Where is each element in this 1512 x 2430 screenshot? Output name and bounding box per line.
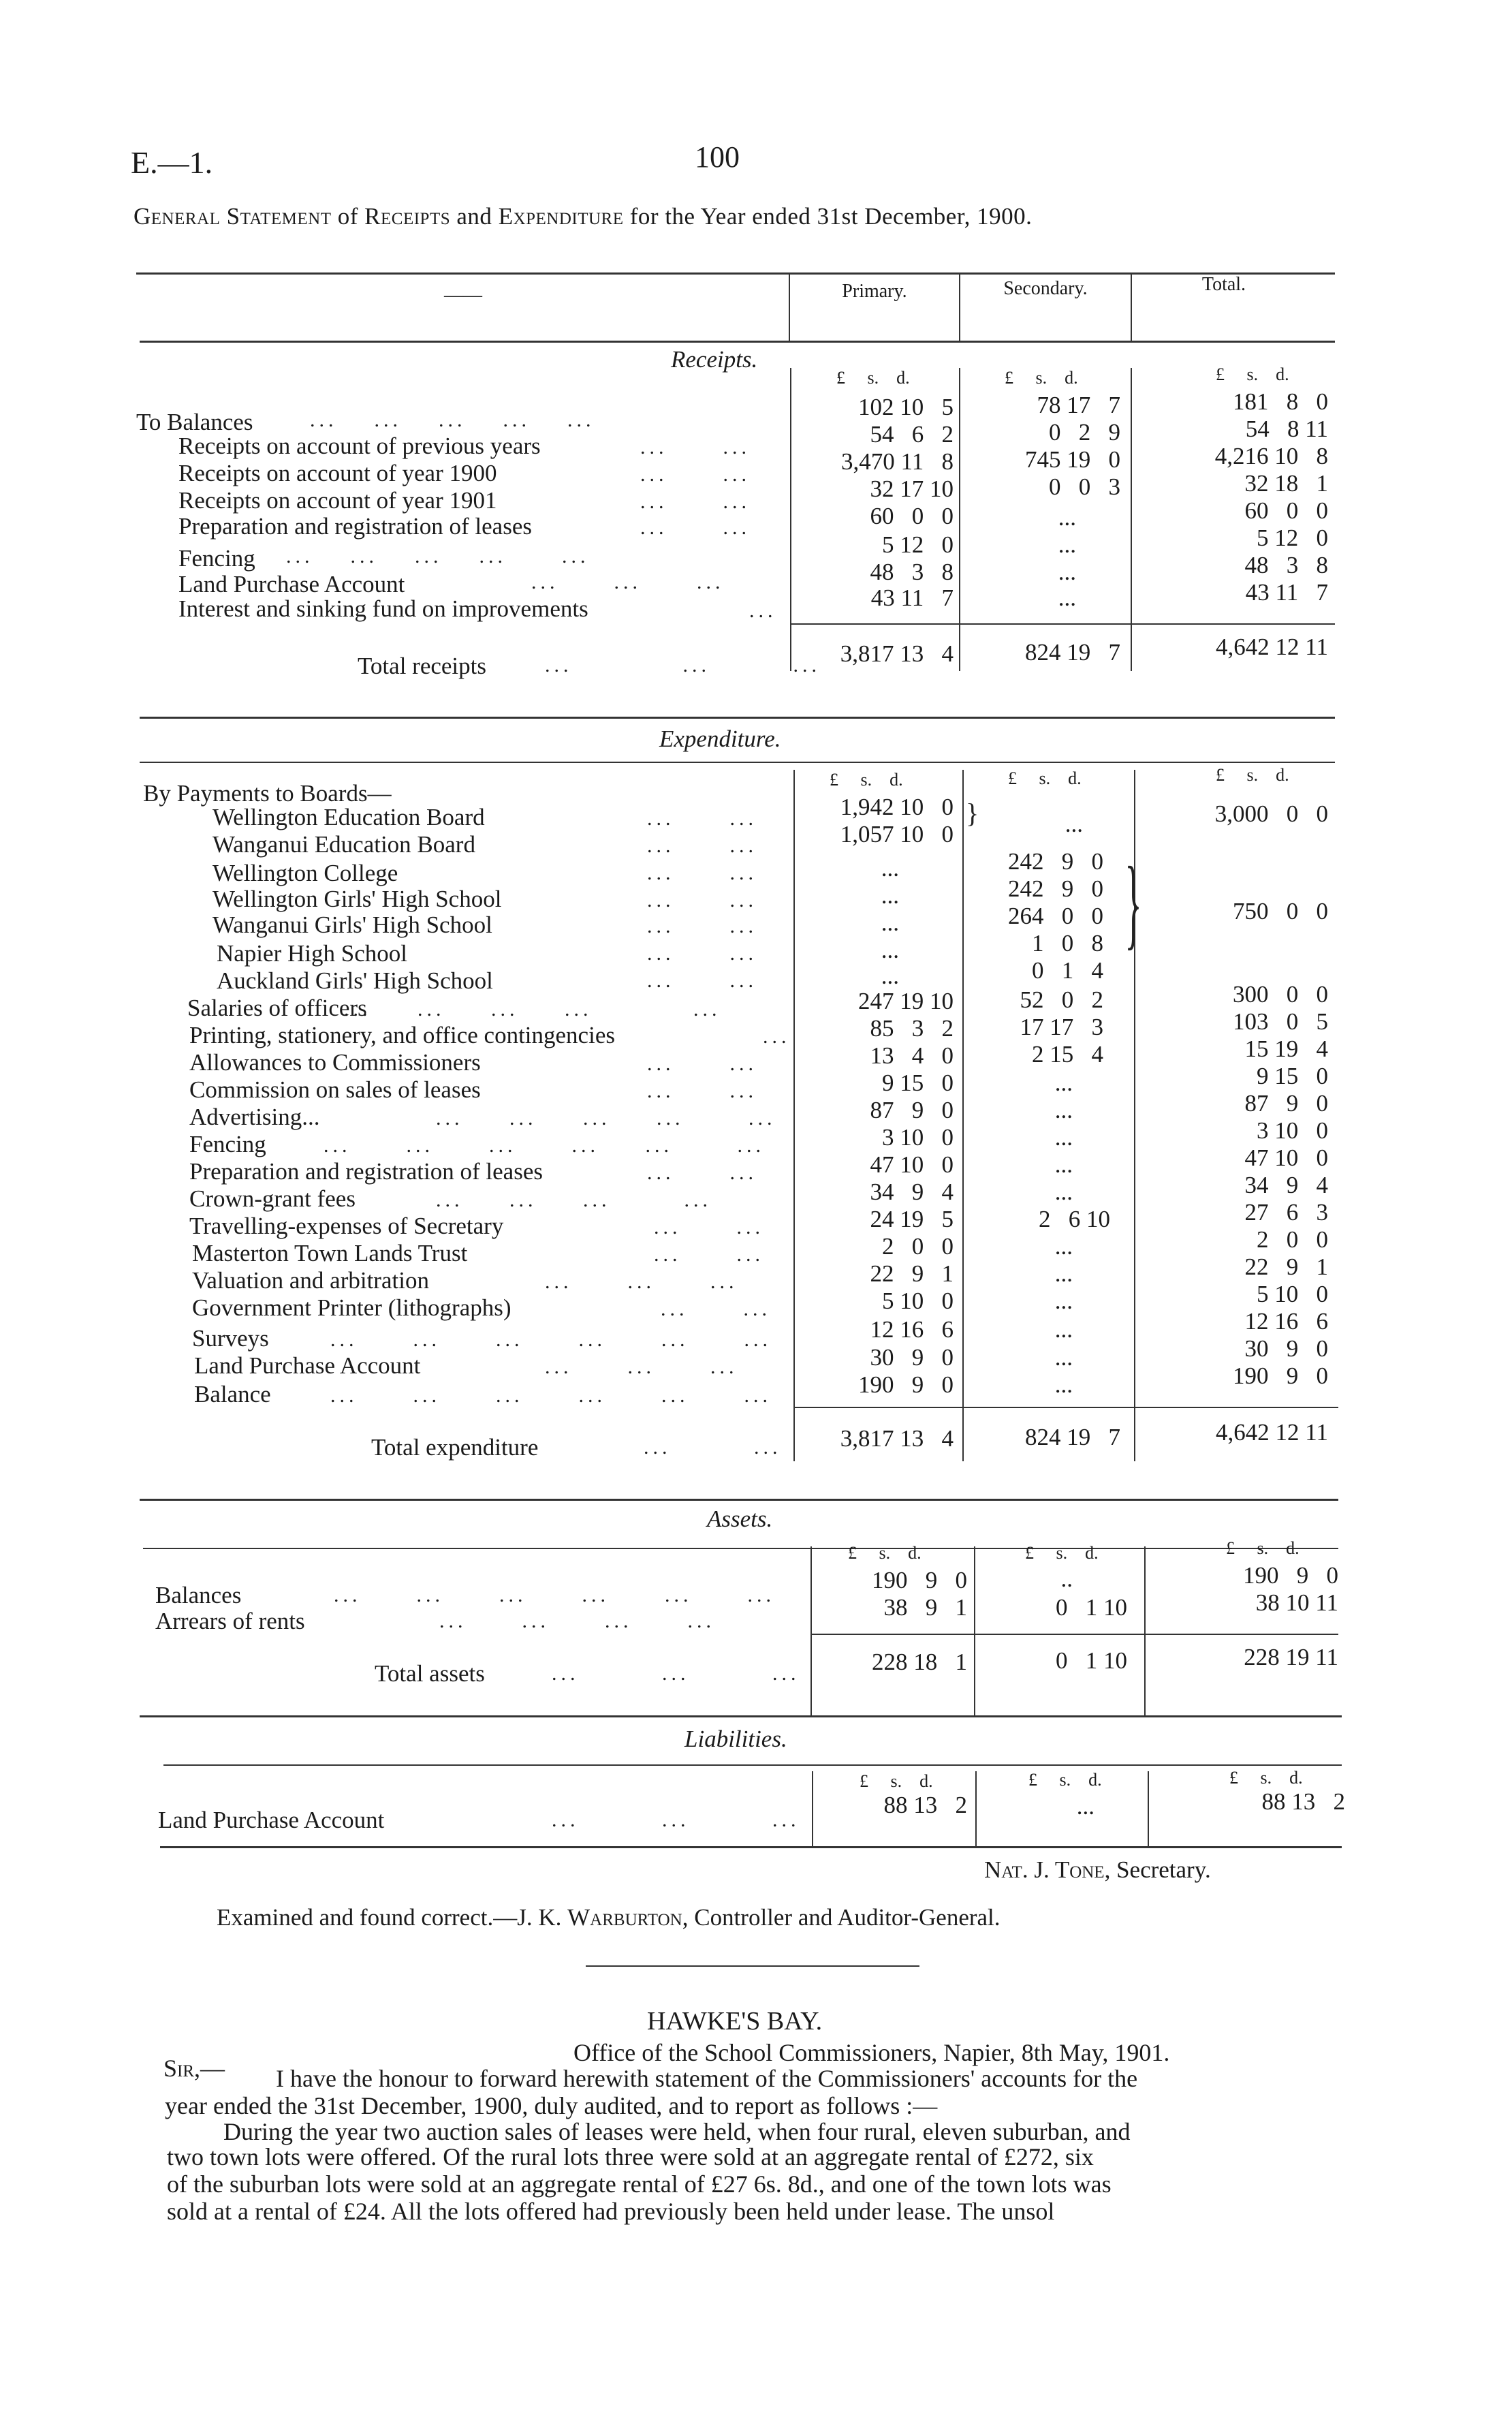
receipt-total: 4,216 10 8 xyxy=(1214,443,1328,469)
letter-line: sold at a rental of £24. All the lots offered had previously been held under lease. The unsol xyxy=(167,2198,1055,2225)
expenditure-primary: 24 19 5 xyxy=(870,1206,954,1232)
expenditure-total: 47 10 0 xyxy=(1244,1144,1328,1171)
leader-dots: ... ... xyxy=(640,463,751,486)
board-row-label: Napier High School xyxy=(217,940,407,967)
board-primary: ... xyxy=(881,882,899,909)
statement-title xyxy=(133,203,1032,230)
receipt-row-label: Fencing xyxy=(178,545,255,572)
expenditure-secondary: ... xyxy=(1054,1344,1073,1371)
board-row-label: Wanganui Girls' High School xyxy=(212,912,492,938)
column-divider xyxy=(1131,368,1132,671)
leader-dots: ... xyxy=(749,599,777,622)
expenditure-total: 190 9 0 xyxy=(1233,1362,1328,1389)
expenditure-row-label: Advertising... xyxy=(189,1104,320,1130)
expenditure-primary: 9 15 0 xyxy=(882,1070,954,1096)
expenditure-total-secondary: 824 19 7 xyxy=(1025,1424,1120,1450)
receipt-total: 181 8 0 xyxy=(1233,388,1328,415)
expenditure-primary: 247 19 10 xyxy=(858,988,954,1014)
header-primary: Primary. xyxy=(842,281,907,302)
receipt-row-label: Preparation and registration of leases xyxy=(178,513,532,540)
receipt-primary: 43 11 7 xyxy=(870,585,954,611)
brace-right: } xyxy=(1124,846,1142,959)
liabilities-bottom-rule xyxy=(160,1846,1342,1848)
liability-secondary: ... xyxy=(1076,1793,1094,1820)
board-secondary: 242 9 0 xyxy=(1008,848,1103,875)
receipt-row-label: Receipts on account of year 1901 xyxy=(178,487,497,514)
letter-heading: HAWKE'S BAY. xyxy=(647,2007,823,2036)
receipt-row-label: Receipts on account of year 1900 xyxy=(178,460,497,486)
receipt-primary: 102 10 5 xyxy=(858,394,954,420)
lsd-header: £ s. d. xyxy=(1005,368,1078,388)
board-secondary: 242 9 0 xyxy=(1008,875,1103,902)
board-row-label: Wellington College xyxy=(212,860,398,886)
leader-dots: ... ... ... ... ... ... xyxy=(330,1328,772,1351)
receipt-total: 32 18 1 xyxy=(1244,470,1328,497)
header-secondary: Secondary. xyxy=(1003,278,1088,299)
leader-dots: ... ... xyxy=(647,1053,757,1075)
asset-primary: 38 9 1 xyxy=(883,1594,967,1621)
receipt-primary: 3,470 11 8 xyxy=(841,448,954,475)
title-word-expenditure: Expenditure xyxy=(498,203,624,230)
assets-total-primary: 228 18 1 xyxy=(872,1649,967,1675)
liability-primary: 88 13 2 xyxy=(883,1792,967,1818)
liabilities-header-rule xyxy=(163,1764,1342,1766)
receipt-secondary: 0 0 3 xyxy=(1049,473,1120,500)
assets-heading: Assets. xyxy=(707,1506,773,1532)
expenditure-total: 103 0 5 xyxy=(1233,1008,1328,1035)
expenditure-total: 9 15 0 xyxy=(1257,1063,1328,1089)
title-word-of: of xyxy=(337,203,358,230)
title-word-and: and xyxy=(456,203,492,230)
leader-dots: ... ... ... ... ... ... xyxy=(324,1134,765,1157)
title-word-statement: Statement xyxy=(226,203,332,230)
expenditure-total: 5 10 0 xyxy=(1257,1281,1328,1307)
expenditure-secondary: 2 15 4 xyxy=(1032,1041,1103,1068)
expenditure-bottom-rule xyxy=(140,1499,1338,1501)
board-secondary: 0 1 4 xyxy=(1032,957,1103,984)
letter-line: year ended the 31st December, 1900, duly audited, and to report as follows :— xyxy=(165,2092,938,2119)
expenditure-secondary: ... xyxy=(1054,1070,1073,1096)
receipt-primary: 48 3 8 xyxy=(870,559,954,585)
auditor-name: Warburton xyxy=(567,1904,682,1931)
boards-secondary-dots: ... xyxy=(1065,811,1083,837)
receipts-total-primary: 3,817 13 4 xyxy=(840,640,954,667)
expenditure-total: 30 9 0 xyxy=(1244,1335,1328,1362)
expenditure-total: 22 9 1 xyxy=(1244,1253,1328,1280)
leader-dots: ... ... xyxy=(644,1436,782,1459)
expenditure-total-primary: 3,817 13 4 xyxy=(840,1425,954,1452)
lsd-header: £ s. d. xyxy=(1008,768,1082,788)
board-primary: ... xyxy=(881,963,899,989)
leader-dots: ... ... ... xyxy=(545,1356,738,1378)
asset-total: 190 9 0 xyxy=(1243,1562,1338,1589)
letter-salutation: Sir,— xyxy=(163,2055,225,2082)
column-divider xyxy=(1144,1546,1146,1717)
receipt-row-label: To Balances xyxy=(136,409,253,435)
boards-total-secondary: 750 0 0 xyxy=(1233,898,1328,924)
receipt-total: 48 3 8 xyxy=(1244,552,1328,578)
receipt-secondary: ... xyxy=(1058,585,1076,611)
liability-total: 88 13 2 xyxy=(1261,1788,1345,1815)
leader-dots: ... ... xyxy=(647,862,757,884)
expenditure-secondary: 2 6 10 xyxy=(1039,1206,1110,1232)
receipts-heading: Receipts. xyxy=(671,346,758,373)
lsd-header: £ s. d. xyxy=(848,1543,922,1563)
asset-secondary: .. xyxy=(1060,1566,1073,1592)
lsd-header: £ s. d. xyxy=(1226,1538,1300,1558)
receipt-secondary: 78 17 7 xyxy=(1037,392,1120,418)
board-row-label: Auckland Girls' High School xyxy=(217,967,493,994)
receipts-total-total: 4,642 12 11 xyxy=(1216,634,1328,660)
leader-dots: ... ... xyxy=(647,1080,757,1102)
expenditure-total: 34 9 4 xyxy=(1244,1172,1328,1198)
leader-dots: ... ... ... ... ... xyxy=(436,1107,776,1130)
auditor-statement-text: Examined and found correct.—J. K. xyxy=(217,1904,568,1931)
expenditure-row-label: Government Printer (lithographs) xyxy=(192,1294,511,1321)
leader-dots: ... ... ... ... ... xyxy=(286,545,590,567)
receipt-row-label: Land Purchase Account xyxy=(178,571,405,597)
expenditure-row-label: Fencing xyxy=(189,1131,266,1157)
asset-primary: 190 9 0 xyxy=(872,1567,967,1593)
expenditure-secondary: ... xyxy=(1054,1124,1073,1151)
expenditure-primary: 22 9 1 xyxy=(870,1260,954,1287)
leader-dots: ... ... ... ... xyxy=(436,1189,712,1211)
leader-dots: ... ... ... ... ... xyxy=(344,998,721,1021)
expenditure-header-rule xyxy=(140,762,1335,763)
receipt-total: 60 0 0 xyxy=(1244,497,1328,524)
leader-dots: ... xyxy=(763,1025,791,1048)
receipt-secondary: ... xyxy=(1058,531,1076,558)
asset-row-label: Arrears of rents xyxy=(155,1608,305,1634)
secretary-signature xyxy=(984,1856,1211,1884)
expenditure-secondary: ... xyxy=(1054,1288,1073,1314)
leader-dots: ... ... ... xyxy=(545,654,821,676)
lsd-header: £ s. d. xyxy=(860,1771,933,1791)
expenditure-secondary: ... xyxy=(1054,1316,1073,1343)
expenditure-row-label: Balance xyxy=(194,1381,271,1407)
expenditure-secondary: ... xyxy=(1054,1179,1073,1205)
letter-line: I have the honour to forward herewith statement of the Commissioners' accounts for the xyxy=(276,2065,1138,2092)
receipt-primary: 54 6 2 xyxy=(870,421,954,448)
expenditure-heading: Expenditure. xyxy=(659,726,781,752)
leader-dots: ... ... xyxy=(640,436,751,458)
letter-line: of the suburban lots were sold at an aggregate rental of £27 6s. 8d., and one of the town lots was xyxy=(167,2170,1112,2198)
board-primary: 1,057 10 0 xyxy=(840,821,954,847)
leader-dots: ... ... xyxy=(640,490,751,513)
assets-header-rule xyxy=(143,1548,1338,1549)
expenditure-primary: 190 9 0 xyxy=(858,1371,954,1398)
boards-total-primary: 3,000 0 0 xyxy=(1214,800,1328,827)
receipt-total: 5 12 0 xyxy=(1257,525,1328,551)
lsd-header: £ s. d. xyxy=(1216,765,1289,785)
receipt-secondary: 0 2 9 xyxy=(1049,419,1120,446)
expenditure-primary: 5 10 0 xyxy=(882,1288,954,1314)
title-word-receipts: Receipts xyxy=(364,203,451,230)
expenditure-secondary: ... xyxy=(1054,1233,1073,1260)
lsd-header: £ s. d. xyxy=(1216,364,1289,384)
letter-line: two town lots were offered. Of the rural lots three were sold at an aggregate rental of £272, six xyxy=(167,2143,1094,2170)
auditor-statement xyxy=(217,1904,1001,1931)
receipts-subtotal-rule xyxy=(790,623,1335,625)
expenditure-row-label: Crown-grant fees xyxy=(189,1185,356,1212)
section-separator-rule xyxy=(586,1965,919,1967)
leader-dots: ... ... xyxy=(654,1243,764,1266)
receipt-secondary: 745 19 0 xyxy=(1025,446,1120,473)
lsd-header: £ s. d. xyxy=(830,770,903,790)
title-rest: for the Year ended 31st December, 1900. xyxy=(629,203,1033,230)
expenditure-row-label: Salaries of officers xyxy=(187,995,367,1021)
receipt-total: 43 11 7 xyxy=(1245,579,1328,606)
leader-dots: ... ... ... xyxy=(552,1809,800,1831)
expenditure-row-label: Travelling-expenses of Secretary xyxy=(189,1213,504,1239)
board-secondary: 1 0 8 xyxy=(1032,930,1103,956)
board-primary: ... xyxy=(881,909,899,936)
receipt-row-label: Interest and sinking fund on improvements xyxy=(178,595,588,622)
asset-total: 38 10 11 xyxy=(1255,1589,1338,1616)
assets-total-secondary: 0 1 10 xyxy=(1056,1647,1127,1674)
leader-dots: ... ... ... ... ... ... xyxy=(330,1384,772,1407)
expenditure-row-label: Commission on sales of leases xyxy=(189,1076,481,1103)
asset-secondary: 0 1 10 xyxy=(1056,1594,1127,1621)
expenditure-secondary: 52 0 2 xyxy=(1020,986,1103,1013)
board-row-label: Wanganui Education Board xyxy=(212,831,475,858)
receipts-total-label: Total receipts xyxy=(358,653,486,679)
expenditure-primary: 87 9 0 xyxy=(870,1097,954,1123)
board-row-label: Wellington Education Board xyxy=(212,804,485,830)
leader-dots: ... ... xyxy=(647,807,757,830)
expenditure-secondary: ... xyxy=(1054,1260,1073,1287)
expenditure-primary: 47 10 0 xyxy=(870,1151,954,1178)
header-blank-dash: —— xyxy=(444,285,482,306)
leader-dots: ... ... xyxy=(647,942,757,965)
leader-dots: ... ... ... ... ... ... xyxy=(334,1584,775,1606)
expenditure-row-label: Masterton Town Lands Trust xyxy=(192,1240,468,1266)
expenditure-row-label: Allowances to Commissioners xyxy=(189,1049,481,1076)
receipt-total: 54 8 11 xyxy=(1245,416,1328,442)
expenditure-secondary: 17 17 3 xyxy=(1020,1014,1103,1040)
leader-dots: ... ... xyxy=(654,1216,764,1239)
expenditure-row-label: Surveys xyxy=(192,1325,269,1352)
receipt-secondary: ... xyxy=(1058,504,1076,531)
expenditure-primary: 85 3 2 xyxy=(870,1015,954,1042)
receipt-secondary: ... xyxy=(1058,559,1076,585)
leader-dots: ... ... ... xyxy=(545,1271,738,1293)
expenditure-primary: 2 0 0 xyxy=(882,1233,954,1260)
board-primary: 1,942 10 0 xyxy=(840,794,954,820)
expenditure-row-label: Preparation and registration of leases xyxy=(189,1158,543,1185)
leader-dots: ... ... ... xyxy=(531,571,725,593)
expenditure-total: 87 9 0 xyxy=(1244,1090,1328,1117)
receipts-total-secondary: 824 19 7 xyxy=(1025,639,1120,666)
leader-dots: ... ... xyxy=(647,969,757,992)
header-total: Total. xyxy=(1201,274,1246,295)
leader-dots: ... ... ... xyxy=(552,1662,800,1685)
expenditure-total: 300 0 0 xyxy=(1233,981,1328,1008)
receipt-primary: 60 0 0 xyxy=(870,503,954,529)
liability-row-label: Land Purchase Account xyxy=(158,1807,385,1833)
expenditure-total: 12 16 6 xyxy=(1244,1308,1328,1335)
secretary-title: , Secretary. xyxy=(1104,1856,1211,1883)
assets-bottom-rule xyxy=(140,1715,1342,1717)
receipt-primary: 32 17 10 xyxy=(870,476,954,502)
page-number: 100 xyxy=(695,140,740,174)
expenditure-primary: 3 10 0 xyxy=(882,1124,954,1151)
board-primary: ... xyxy=(881,855,899,882)
lsd-header: £ s. d. xyxy=(836,368,910,388)
leader-dots: ... ... xyxy=(647,915,757,937)
receipts-bottom-rule xyxy=(140,717,1335,719)
expenditure-primary: 13 4 0 xyxy=(870,1042,954,1069)
expenditure-total: 3 10 0 xyxy=(1257,1117,1328,1144)
expenditure-total-label: Total expenditure xyxy=(371,1434,539,1461)
expenditure-subtotal-rule xyxy=(793,1407,1338,1408)
expenditure-total-total: 4,642 12 11 xyxy=(1216,1419,1328,1446)
expenditure-primary: 30 9 0 xyxy=(870,1344,954,1371)
receipt-primary: 5 12 0 xyxy=(882,531,954,558)
lsd-header: £ s. d. xyxy=(1025,1543,1099,1563)
secretary-name: Nat. J. Tone xyxy=(984,1856,1105,1883)
asset-row-label: Balances xyxy=(155,1582,242,1608)
lsd-header: £ s. d. xyxy=(1229,1768,1303,1788)
expenditure-secondary: ... xyxy=(1054,1151,1073,1178)
leader-dots: ... ... ... ... ... xyxy=(310,409,595,431)
expenditure-primary: 12 16 6 xyxy=(870,1316,954,1343)
expenditure-total: 2 0 0 xyxy=(1257,1226,1328,1253)
receipt-row-label: Receipts on account of previous years xyxy=(178,433,541,459)
expenditure-boards-label: By Payments to Boards— xyxy=(143,780,392,807)
leader-dots: ... ... xyxy=(647,835,757,857)
leader-dots: ... ... xyxy=(640,516,751,539)
page-reference: E.—1. xyxy=(131,145,213,180)
board-row-label: Wellington Girls' High School xyxy=(212,886,502,912)
board-secondary: 264 0 0 xyxy=(1008,903,1103,929)
expenditure-total: 15 19 4 xyxy=(1244,1035,1328,1062)
expenditure-primary: 34 9 4 xyxy=(870,1179,954,1205)
leader-dots: ... ... xyxy=(661,1298,771,1320)
board-primary: ... xyxy=(881,937,899,963)
lsd-header: £ s. d. xyxy=(1028,1770,1102,1790)
column-divider xyxy=(1148,1771,1149,1846)
auditor-title: , Controller and Auditor-General. xyxy=(682,1904,1001,1931)
liabilities-heading: Liabilities. xyxy=(684,1726,787,1752)
assets-total-total: 228 19 11 xyxy=(1244,1644,1338,1670)
expenditure-secondary: ... xyxy=(1054,1097,1073,1123)
leader-dots: ... ... ... ... xyxy=(439,1610,715,1632)
assets-total-label: Total assets xyxy=(375,1660,485,1687)
leader-dots: ... ... xyxy=(647,1162,757,1184)
expenditure-total: 27 6 3 xyxy=(1244,1199,1328,1226)
brace-left: } xyxy=(966,798,979,828)
expenditure-row-label: Valuation and arbitration xyxy=(192,1267,429,1294)
expenditure-row-label: Printing, stationery, and office contingencies xyxy=(189,1022,615,1048)
letter-address: Office of the School Commissioners, Napier, 8th May, 1901. xyxy=(573,2039,1170,2066)
expenditure-secondary: ... xyxy=(1054,1371,1073,1398)
assets-subtotal-rule xyxy=(810,1634,1338,1635)
letter-line: During the year two auction sales of leases were held, when four rural, eleven suburban, and xyxy=(223,2118,1131,2145)
title-word-general: General xyxy=(133,203,221,230)
header-bottom-rule xyxy=(140,341,1335,343)
expenditure-row-label: Land Purchase Account xyxy=(194,1352,421,1379)
leader-dots: ... ... xyxy=(647,889,757,912)
